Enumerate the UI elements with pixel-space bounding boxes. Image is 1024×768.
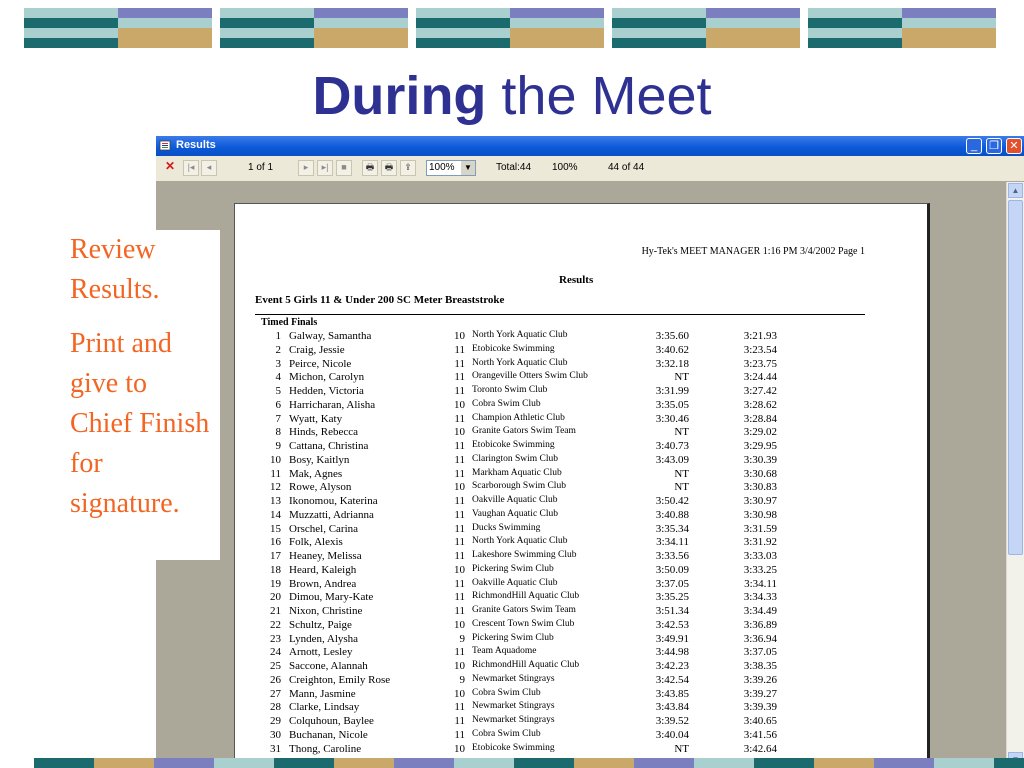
cell-final: 3:23.54 (743, 343, 777, 356)
cell-age: 10 (454, 481, 465, 494)
cell-team: Oakville Aquatic Club (472, 577, 558, 588)
bottom-deco-segment (394, 758, 454, 768)
cell-final: 3:28.62 (743, 398, 777, 411)
bottom-deco-segment (34, 758, 94, 768)
print-icon[interactable]: 🖶 (362, 160, 378, 176)
cell-team: Cobra Swim Club (472, 728, 541, 739)
cell-team: Newmarket Stingrays (472, 715, 555, 725)
cell-seed: NT (674, 371, 689, 384)
header-divider (255, 314, 865, 315)
bottom-deco-segment (274, 758, 334, 768)
restore-icon[interactable]: ❐ (986, 138, 1002, 154)
bottom-deco-segment (754, 758, 814, 768)
cell-final: 3:34.33 (743, 591, 777, 604)
cell-name: Ikonomou, Katerina (289, 495, 378, 507)
cell-seed: 3:35.34 (655, 522, 689, 535)
cell-name: Clarke, Lindsay (289, 701, 360, 714)
cell-seed: 3:49.91 (655, 632, 689, 645)
results-window (156, 136, 1024, 768)
prev-page-icon[interactable]: ◂ (201, 160, 217, 176)
scroll-up-icon[interactable]: ▲ (1008, 183, 1023, 198)
top-deco-block (416, 8, 604, 48)
cell-final: 3:21.93 (743, 330, 777, 342)
bottom-deco-segment (694, 758, 754, 768)
cell-name: Craig, Jessie (289, 343, 345, 356)
close-icon[interactable]: ✕ (1006, 138, 1022, 154)
cell-team: Etobicoke Swimming (472, 440, 555, 450)
cell-seed: 3:42.23 (655, 660, 689, 672)
cell-place: 2 (275, 343, 281, 356)
page-indicator: 1 of 1 (248, 162, 274, 173)
minimize-icon[interactable]: _ (966, 138, 982, 154)
percent-label: 100% (552, 162, 578, 173)
cell-final: 3:33.03 (743, 550, 777, 562)
cell-final: 3:30.39 (743, 453, 777, 466)
cell-name: Hedden, Victoria (289, 385, 364, 397)
cell-final: 3:38.35 (743, 660, 777, 672)
cell-age: 9 (459, 632, 465, 645)
cell-name: Peirce, Nicole (289, 357, 352, 370)
cell-seed: 3:37.05 (655, 577, 689, 590)
top-deco-block (220, 8, 408, 48)
cell-age: 10 (454, 563, 465, 576)
cell-final: 3:36.94 (743, 632, 777, 645)
bottom-deco-segment (574, 758, 634, 768)
cell-name: Cattana, Christina (289, 440, 369, 452)
cell-age: 10 (454, 330, 465, 342)
cell-team: Granite Gators Swim Team (472, 605, 576, 615)
cell-place: 23 (270, 632, 281, 645)
cell-name: Mann, Jasmine (289, 687, 356, 700)
cell-name: Creighton, Emily Rose (289, 673, 391, 686)
cell-seed: 3:43.09 (655, 453, 689, 466)
cell-place: 10 (270, 453, 281, 466)
cell-team: Etobicoke Swimming (472, 742, 555, 753)
cell-final: 3:24.44 (743, 371, 777, 384)
cell-place: 12 (270, 481, 281, 494)
cell-place: 19 (270, 577, 281, 590)
top-deco-block (808, 8, 996, 48)
bottom-deco-segment (454, 758, 514, 768)
cell-age: 10 (454, 398, 465, 411)
cell-final: 3:42.64 (743, 742, 777, 755)
stop-icon[interactable]: ■ (336, 160, 352, 176)
cell-name: Folk, Alexis (289, 536, 343, 549)
cell-team: Etobicoke Swimming (472, 343, 555, 354)
cell-seed: 3:43.84 (655, 701, 689, 714)
cell-name: Lynden, Alysha (289, 632, 359, 645)
chevron-down-icon[interactable]: ▼ (461, 161, 475, 175)
cell-age: 10 (454, 618, 465, 631)
cell-place: 11 (270, 467, 281, 480)
cell-team: RichmondHill Aquatic Club (472, 660, 580, 670)
cell-team: Champion Athletic Club (472, 412, 565, 423)
cell-team: Granite Gators Swim Team (472, 426, 576, 437)
cell-name: Colquhoun, Baylee (289, 715, 374, 727)
cell-team: Cobra Swim Club (472, 398, 541, 409)
bottom-deco-segment (874, 758, 934, 768)
cell-age: 11 (454, 385, 465, 397)
cell-name: Heaney, Melissa (289, 550, 362, 562)
bottom-deco-segment (154, 758, 214, 768)
cell-age: 11 (454, 508, 465, 521)
cell-age: 11 (454, 495, 465, 507)
cell-team: Team Aquadome (472, 646, 537, 657)
cell-final: 3:31.59 (743, 522, 777, 535)
last-page-icon[interactable]: ▸| (317, 160, 333, 176)
cell-place: 28 (270, 701, 281, 714)
slide-title-rest: the Meet (486, 66, 712, 126)
bottom-deco-segment (634, 758, 694, 768)
cell-seed: 3:42.53 (655, 618, 689, 631)
cell-seed: 3:40.04 (655, 728, 689, 741)
first-page-icon[interactable]: |◂ (183, 160, 199, 176)
zoom-value: 100% (429, 162, 455, 173)
cell-final: 3:39.26 (743, 673, 777, 686)
cell-place: 5 (275, 385, 281, 397)
cell-seed: NT (674, 426, 689, 439)
bottom-deco-segment (814, 758, 874, 768)
cell-name: Muzzatti, Adrianna (289, 508, 374, 521)
bottom-deco-segment (514, 758, 574, 768)
cell-final: 3:39.27 (743, 687, 777, 700)
cell-place: 20 (270, 591, 281, 604)
cell-name: Thong, Caroline (289, 742, 362, 755)
cell-name: Harricharan, Alisha (289, 398, 376, 411)
cell-team: North York Aquatic Club (472, 536, 568, 547)
cell-age: 11 (454, 728, 465, 741)
cell-age: 11 (454, 715, 465, 727)
cell-team: North York Aquatic Club (472, 357, 568, 368)
cell-place: 14 (270, 508, 281, 521)
cell-place: 26 (270, 673, 281, 686)
cell-seed: 3:35.60 (655, 330, 689, 342)
cell-team: Ducks Swimming (472, 522, 541, 533)
cell-place: 17 (270, 550, 281, 562)
cell-place: 6 (275, 398, 281, 411)
cell-team: Vaughan Aquatic Club (472, 508, 559, 519)
cell-place: 4 (275, 371, 281, 384)
cell-team: Newmarket Stingrays (472, 673, 555, 684)
cell-seed: NT (674, 742, 689, 755)
cell-place: 27 (270, 687, 281, 700)
cell-final: 3:30.98 (743, 508, 777, 521)
cell-seed: 3:35.25 (655, 591, 689, 604)
cell-age: 11 (454, 646, 465, 659)
bottom-deco-segment (94, 758, 154, 768)
cell-seed: 3:44.98 (655, 646, 689, 659)
cell-age: 11 (454, 577, 465, 590)
cell-age: 11 (454, 467, 465, 480)
cell-place: 1 (275, 330, 281, 342)
cell-age: 9 (459, 673, 465, 686)
cell-name: Mak, Agnes (289, 467, 343, 480)
report-header: Hy-Tek's MEET MANAGER 1:16 PM 3/4/2002 Page 1 (641, 246, 865, 257)
cell-place: 29 (270, 715, 281, 727)
cell-final: 3:39.39 (743, 701, 777, 714)
zoom-select[interactable] (426, 160, 476, 176)
cell-name: Hinds, Rebecca (289, 426, 359, 439)
export-icon[interactable]: ⇪ (400, 160, 416, 176)
cell-team: Oakville Aquatic Club (472, 495, 558, 505)
cell-final: 3:31.92 (743, 536, 777, 549)
bottom-deco-segment (994, 758, 1024, 768)
cell-team: Orangeville Otters Swim Club (472, 371, 588, 382)
section-label: Timed Finals (261, 317, 318, 328)
cell-age: 10 (454, 687, 465, 700)
cell-final: 3:37.05 (743, 646, 777, 659)
cell-name: Buchanan, Nicole (289, 728, 368, 741)
cell-age: 10 (454, 426, 465, 439)
cell-place: 9 (275, 440, 281, 452)
bottom-deco-segment (334, 758, 394, 768)
cell-final: 3:28.84 (743, 412, 777, 425)
cell-age: 11 (454, 701, 465, 714)
cell-place: 31 (270, 742, 281, 755)
cell-seed: 3:34.11 (656, 536, 689, 549)
cell-age: 11 (454, 343, 465, 356)
cell-final: 3:34.49 (743, 605, 777, 617)
report-title: Results (559, 274, 594, 286)
cell-age: 11 (454, 371, 465, 384)
cell-seed: 3:31.99 (655, 385, 689, 397)
cell-team: Cobra Swim Club (472, 687, 541, 698)
bottom-deco-segment (214, 758, 274, 768)
note-print: Print and give to Chief Finish for signature. (70, 328, 210, 519)
cell-name: Michon, Carolyn (289, 371, 365, 384)
slide-title-bold: During (312, 66, 487, 126)
cell-seed: 3:51.34 (655, 605, 689, 617)
cell-name: Orschel, Carina (289, 522, 359, 535)
cell-team: Pickering Swim Club (472, 632, 554, 643)
cell-seed: 3:50.42 (655, 495, 689, 507)
window-title: Results (176, 139, 216, 151)
stop-x-icon[interactable]: ✕ (164, 159, 176, 173)
cell-place: 7 (275, 412, 281, 425)
slide-title (0, 66, 1024, 126)
vertical-scrollbar[interactable] (1006, 182, 1024, 768)
report-page (234, 203, 930, 768)
cell-final: 3:23.75 (743, 357, 777, 370)
cell-name: Arnott, Lesley (289, 646, 353, 659)
top-deco-block (24, 8, 212, 48)
cell-seed: NT (674, 467, 689, 480)
cell-place: 24 (270, 646, 281, 659)
cell-name: Nixon, Christine (289, 605, 363, 617)
cell-age: 10 (454, 660, 465, 672)
notes-panel (70, 230, 220, 560)
cell-name: Heard, Kaleigh (289, 563, 357, 576)
cell-final: 3:30.83 (743, 481, 777, 494)
cell-seed: 3:32.18 (655, 357, 689, 370)
cell-age: 11 (454, 522, 465, 535)
cell-place: 8 (275, 426, 281, 439)
cell-place: 22 (270, 618, 281, 631)
cell-final: 3:33.25 (743, 563, 777, 576)
cell-place: 13 (270, 495, 281, 507)
cell-team: Markham Aquatic Club (472, 467, 562, 478)
cell-age: 11 (454, 605, 465, 617)
report-toolbar (156, 156, 1024, 182)
cell-place: 18 (270, 563, 281, 576)
cell-team: Pickering Swim Club (472, 563, 554, 574)
bottom-deco-segment (934, 758, 994, 768)
top-deco-block (612, 8, 800, 48)
cell-name: Wyatt, Katy (289, 412, 343, 425)
cell-final: 3:27.42 (743, 385, 777, 397)
cell-seed: 3:39.52 (655, 715, 689, 727)
cell-seed: 3:43.85 (655, 687, 689, 700)
cell-place: 21 (270, 605, 281, 617)
cell-name: Rowe, Alyson (289, 481, 352, 494)
cell-seed: NT (674, 481, 689, 494)
cell-final: 3:41.56 (743, 728, 777, 741)
cell-age: 11 (454, 536, 465, 549)
cell-seed: 3:40.73 (655, 440, 689, 452)
cell-name: Galway, Samantha (289, 330, 372, 342)
next-page-icon[interactable]: ▸ (298, 160, 314, 176)
note-review: Review Results. (70, 234, 160, 305)
cell-team: Lakeshore Swimming Club (472, 550, 577, 560)
cell-seed: 3:42.54 (655, 673, 689, 686)
cell-final: 3:29.02 (743, 426, 777, 439)
cell-team: RichmondHill Aquatic Club (472, 591, 580, 602)
total-label: Total:44 (496, 162, 532, 173)
cell-seed: 3:40.88 (655, 508, 689, 521)
cell-team: North York Aquatic Club (472, 330, 568, 340)
cell-final: 3:34.11 (744, 577, 777, 590)
cell-place: 16 (270, 536, 281, 549)
cell-name: Schultz, Paige (289, 618, 352, 631)
cell-final: 3:40.65 (743, 715, 777, 727)
cell-seed: 3:35.05 (655, 398, 689, 411)
cell-place: 3 (275, 357, 281, 370)
event-title: Event 5 Girls 11 & Under 200 SC Meter Breaststroke (255, 294, 505, 306)
cell-team: Scarborough Swim Club (472, 481, 566, 492)
window-titlebar[interactable] (156, 136, 1024, 156)
cell-seed: 3:33.56 (655, 550, 689, 562)
cell-seed: 3:30.46 (655, 412, 689, 425)
cell-final: 3:30.97 (743, 495, 777, 507)
print-setup-icon[interactable]: 🖶 (381, 160, 397, 176)
cell-seed: 3:40.62 (655, 343, 689, 356)
cell-final: 3:29.95 (743, 440, 777, 452)
cell-seed: 3:50.09 (655, 563, 689, 576)
cell-place: 30 (270, 728, 281, 741)
cell-team: Crescent Town Swim Club (472, 618, 575, 629)
cell-name: Dimou, Mary-Kate (289, 591, 374, 604)
records-label: 44 of 44 (608, 162, 645, 173)
cell-team: Newmarket Stingrays (472, 701, 555, 712)
cell-name: Brown, Andrea (289, 577, 357, 590)
cell-age: 10 (454, 742, 465, 755)
cell-age: 11 (454, 412, 465, 425)
cell-age: 11 (454, 550, 465, 562)
cell-age: 11 (454, 591, 465, 604)
cell-name: Saccone, Alannah (289, 660, 368, 672)
cell-team: Clarington Swim Club (472, 453, 559, 464)
cell-name: Bosy, Kaitlyn (289, 453, 350, 466)
scroll-thumb[interactable] (1008, 200, 1023, 555)
cell-age: 11 (454, 357, 465, 370)
report-icon (159, 139, 173, 152)
cell-age: 11 (454, 453, 465, 466)
cell-team: Toronto Swim Club (472, 385, 548, 395)
cell-place: 15 (270, 522, 281, 535)
cell-final: 3:30.68 (743, 467, 777, 480)
cell-place: 25 (270, 660, 281, 672)
cell-final: 3:36.89 (743, 618, 777, 631)
cell-age: 11 (454, 440, 465, 452)
